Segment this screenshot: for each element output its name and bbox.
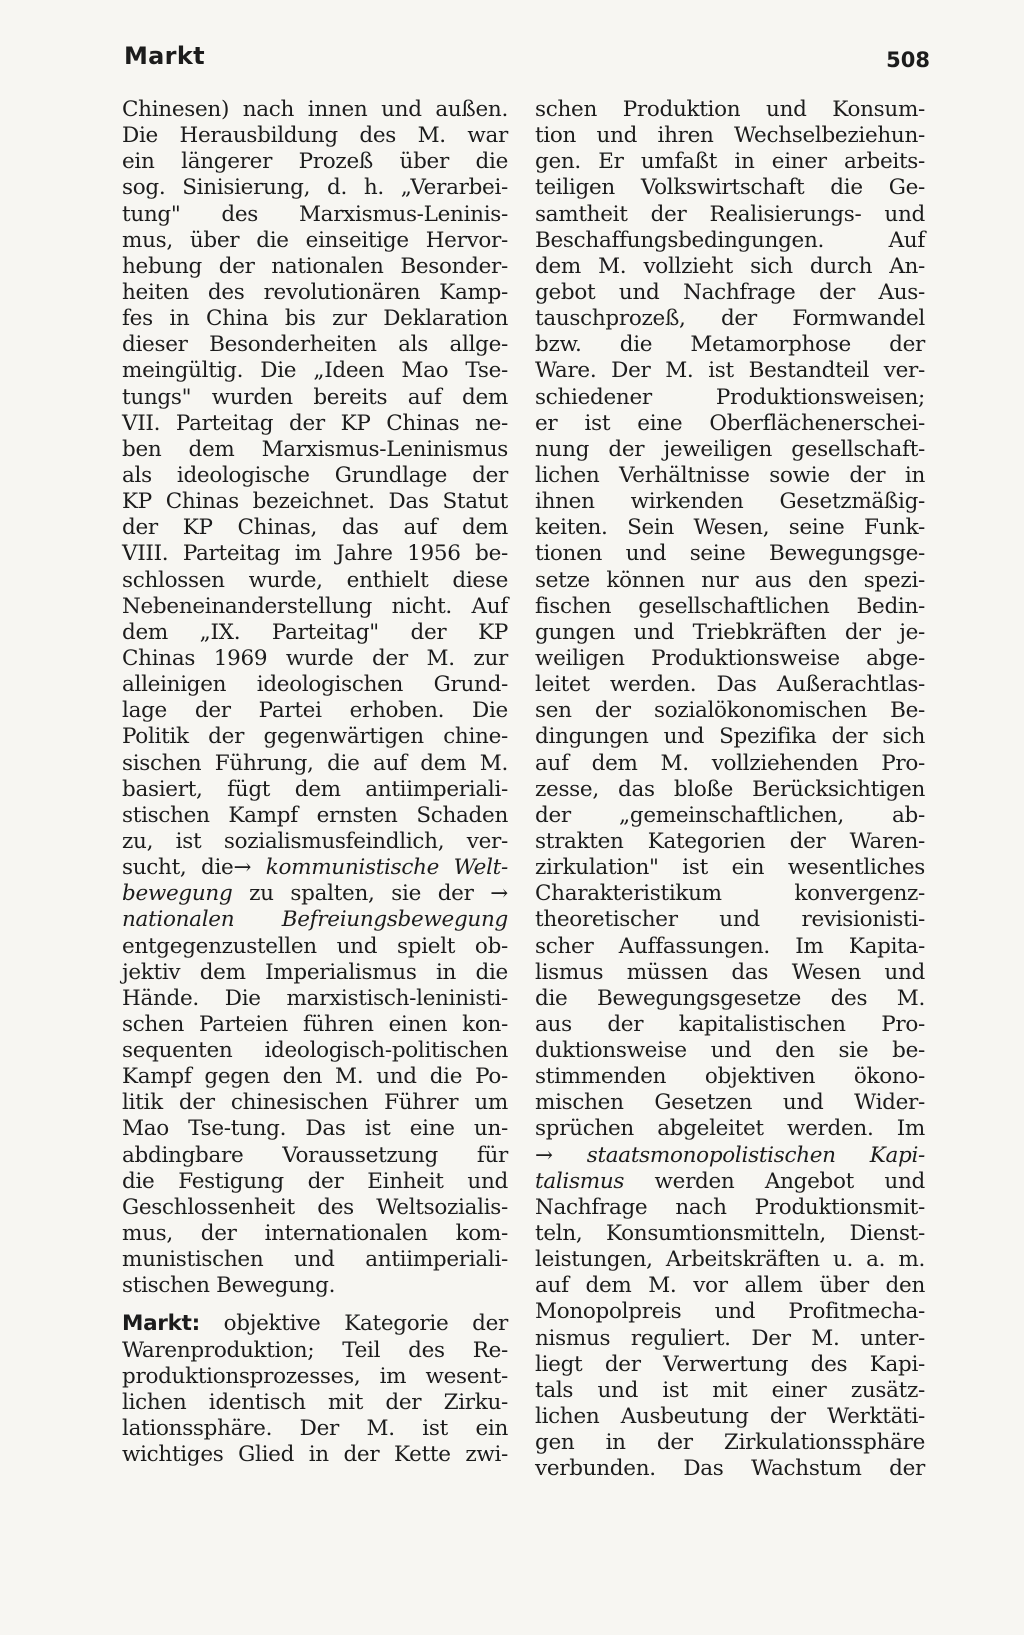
- text-line: dingungen und Spezifika der sich: [535, 724, 925, 750]
- text-line: auf dem M. vor allem über den: [535, 1273, 925, 1299]
- text-line: mischen Gesetzen und Wider-: [535, 1090, 925, 1116]
- page-number: 508: [886, 48, 930, 72]
- cross-reference[interactable]: talismus: [535, 1168, 625, 1194]
- cross-reference[interactable]: kommunistische Welt-: [265, 855, 508, 881]
- text-line: Monopolpreis und Profitmecha-: [535, 1299, 925, 1325]
- text-line: gungen und Triebkräften der je-: [535, 619, 925, 645]
- text-line: stimmenden objektiven ökono-: [535, 1064, 925, 1090]
- text-line: Ware. Der M. ist Bestandteil ver-: [535, 358, 925, 384]
- text-line: zesse, das bloße Berücksichtigen: [535, 776, 925, 802]
- text-line: Mao Tse-tung. Das ist eine un-: [122, 1116, 508, 1142]
- text-line: tung" des Marxismus-Leninis-: [122, 201, 508, 227]
- text-line: basiert, fügt dem antiimperiali-: [122, 776, 508, 802]
- text-fragment: werden Angebot und: [624, 1168, 925, 1194]
- text-line: meingültig. Die „Ideen Mao Tse-: [122, 358, 508, 384]
- arrow-icon: →: [233, 855, 252, 881]
- text-line: fes in China bis zur Deklaration: [122, 306, 508, 332]
- text-line: [535, 1143, 925, 1169]
- text-fragment: zu spalten, sie der: [232, 881, 491, 907]
- text-line: Warenproduktion; Teil des Re-: [122, 1337, 508, 1363]
- text-line: Nachfrage nach Produktionsmit-: [535, 1194, 925, 1220]
- text-line: produktionsprozesses, im wesent-: [122, 1363, 508, 1389]
- text-line: dem M. vollzieht sich durch An-: [535, 253, 925, 279]
- cross-reference[interactable]: staatsmonopolistischen Kapi-: [586, 1142, 925, 1168]
- text-fragment: objektive Kategorie der: [199, 1311, 508, 1337]
- text-line: teiligen Volkswirtschaft die Ge-: [535, 175, 925, 201]
- text-line: weiligen Produktionsweise abge-: [535, 645, 925, 671]
- text-line: [535, 1169, 925, 1195]
- text-line: mus, über die einseitige Hervor-: [122, 227, 508, 253]
- text-line: schen Parteien führen einen kon-: [122, 1011, 508, 1037]
- text-line: KP Chinas bezeichnet. Das Statut: [122, 489, 508, 515]
- text-line: lismus müssen das Wesen und: [535, 959, 925, 985]
- cross-reference[interactable]: nationalen Befreiungsbewegung: [122, 907, 508, 933]
- text-line: verbunden. Das Wachstum der: [535, 1456, 925, 1482]
- text-line: nismus reguliert. Der M. unter-: [535, 1325, 925, 1351]
- text-line: bzw. die Metamorphose der: [535, 332, 925, 358]
- text-line: Politik der gegenwärtigen chine-: [122, 724, 508, 750]
- text-line: schiedener Produktionsweisen;: [535, 384, 925, 410]
- text-line: ein längerer Prozeß über die: [122, 149, 508, 175]
- text-line: munistischen und antiimperiali-: [122, 1247, 508, 1273]
- text-line: schlossen wurde, enthielt diese: [122, 567, 508, 593]
- text-line: Beschaffungsbedingungen. Auf: [535, 227, 925, 253]
- text-line: setze können nur aus den spezi-: [535, 567, 925, 593]
- text-line: die Festigung der Einheit und: [122, 1168, 508, 1194]
- text-line: aus der kapitalistischen Pro-: [535, 1011, 925, 1037]
- entry-text-continued: [535, 1195, 925, 1483]
- text-line: teln, Konsumtionsmitteln, Dienst-: [535, 1221, 925, 1247]
- text-line: VIII. Parteitag im Jahre 1956 be-: [122, 541, 508, 567]
- text-line: Geschlossenheit des Weltsozialis-: [122, 1194, 508, 1220]
- text-line: fischen gesellschaftlichen Bedin-: [535, 593, 925, 619]
- arrow-icon: →: [535, 1142, 553, 1168]
- text-line: Charakteristikum konvergenz-: [535, 881, 925, 907]
- arrow-icon: →: [490, 881, 508, 907]
- text-line: litik der chinesischen Führer um: [122, 1090, 508, 1116]
- text-line: VII. Parteitag der KP Chinas ne-: [122, 410, 508, 436]
- text-line: der „gemeinschaftlichen, ab-: [535, 802, 925, 828]
- text-line: tungs" wurden bereits auf dem: [122, 384, 508, 410]
- text-line: Nebeneinanderstellung nicht. Auf: [122, 593, 508, 619]
- text-line: [122, 855, 508, 881]
- entry-headline: [122, 1311, 508, 1337]
- text-line: ben dem Marxismus-Leninismus: [122, 436, 508, 462]
- text-line: scher Auffassungen. Im Kapita-: [535, 933, 925, 959]
- cross-reference[interactable]: bewegung: [122, 881, 233, 907]
- text-line: duktionsweise und den sie be-: [535, 1038, 925, 1064]
- text-line: liegt der Verwertung des Kapi-: [535, 1351, 925, 1377]
- text-line: sprüchen abgeleitet werden. Im: [535, 1116, 925, 1142]
- text-line: entgegenzustellen und spielt ob-: [122, 933, 508, 959]
- text-line: tals und ist mit einer zusätz-: [535, 1377, 925, 1403]
- text-line: jektiv dem Imperialismus in die: [122, 959, 508, 985]
- text-line: samtheit der Realisierungs- und: [535, 201, 925, 227]
- text-line: [122, 907, 508, 933]
- text-line: sog. Sinisierung, d. h. „Verarbei-: [122, 175, 508, 201]
- text-line: er ist eine Oberflächenerschei-: [535, 410, 925, 436]
- text-line: [122, 881, 508, 907]
- text-line: lichen identisch mit der Zirku-: [122, 1389, 508, 1415]
- left-column: [122, 97, 508, 1468]
- text-line: als ideologische Grundlage der: [122, 462, 508, 488]
- text-fragment: sucht, die: [122, 855, 234, 881]
- text-line: tion und ihren Wechselbeziehun-: [535, 123, 925, 149]
- text-line: strakten Kategorien der Waren-: [535, 828, 925, 854]
- right-column: [535, 97, 925, 1482]
- previous-entry-text: [122, 97, 508, 855]
- text-line: Chinesen) nach innen und außen.: [122, 97, 508, 122]
- running-head: Markt: [124, 42, 205, 70]
- text-line: ihnen wirkenden Gesetzmäßig-: [535, 489, 925, 515]
- entry-text: [122, 1338, 508, 1469]
- text-line: die Bewegungsgesetze des M.: [535, 985, 925, 1011]
- text-line: alleinigen ideologischen Grund-: [122, 672, 508, 698]
- text-line: Kampf gegen den M. und die Po-: [122, 1064, 508, 1090]
- text-line: leitet werden. Das Außerachtlas-: [535, 672, 925, 698]
- text-line: stischen Bewegung.: [122, 1273, 336, 1299]
- text-line: lage der Partei erhoben. Die: [122, 698, 508, 724]
- text-line: gen in der Zirkulationssphäre: [535, 1430, 925, 1456]
- text-line: abdingbare Voraussetzung für: [122, 1142, 508, 1168]
- text-line: gen. Er umfaßt in einer arbeits-: [535, 149, 925, 175]
- text-line: schen Produktion und Konsum-: [535, 97, 925, 122]
- text-line: auf dem M. vollziehenden Pro-: [535, 750, 925, 776]
- text-line: mus, der internationalen kom-: [122, 1221, 508, 1247]
- text-line: gebot und Nachfrage der Aus-: [535, 279, 925, 305]
- text-line: zu, ist sozialismusfeindlich, ver-: [122, 828, 508, 854]
- text-line: dieser Besonderheiten als allge-: [122, 332, 508, 358]
- text-line: dem „IX. Parteitag" der KP: [122, 619, 508, 645]
- text-line: lationssphäre. Der M. ist ein: [122, 1416, 508, 1442]
- text-line: tionen und seine Bewegungsge-: [535, 541, 925, 567]
- entry-term: Markt:: [122, 1311, 200, 1337]
- text-line: lichen Verhältnisse sowie der in: [535, 462, 925, 488]
- text-line: sequenten ideologisch-politischen: [122, 1038, 508, 1064]
- entry-text-continued: [535, 97, 925, 1143]
- text-line: stischen Kampf ernsten Schaden: [122, 802, 508, 828]
- text-line: sen der sozialökonomischen Be-: [535, 698, 925, 724]
- text-line: keiten. Sein Wesen, seine Funk-: [535, 515, 925, 541]
- text-line: hebung der nationalen Besonder-: [122, 253, 508, 279]
- text-line: Chinas 1969 wurde der M. zur: [122, 645, 508, 671]
- text-line: zirkulation" ist ein wesentliches: [535, 855, 925, 881]
- text-line: Hände. Die marxistisch-leninisti-: [122, 985, 508, 1011]
- text-line: theoretischer und revisionisti-: [535, 907, 925, 933]
- text-line: wichtiges Glied in der Kette zwi-: [122, 1442, 508, 1468]
- text-line: der KP Chinas, das auf dem: [122, 515, 508, 541]
- text-line: leistungen, Arbeitskräften u. a. m.: [535, 1247, 925, 1273]
- text-line: lichen Ausbeutung der Werktäti-: [535, 1404, 925, 1430]
- text-line: heiten des revolutionären Kamp-: [122, 279, 508, 305]
- text-line: tauschprozeß, der Formwandel: [535, 306, 925, 332]
- text-line: sischen Führung, die auf dem M.: [122, 750, 508, 776]
- text-line: nung der jeweiligen gesellschaft-: [535, 436, 925, 462]
- previous-entry-text-continued: [122, 934, 508, 1300]
- text-line: Die Herausbildung des M. war: [122, 123, 508, 149]
- entry-gap: [122, 1299, 508, 1311]
